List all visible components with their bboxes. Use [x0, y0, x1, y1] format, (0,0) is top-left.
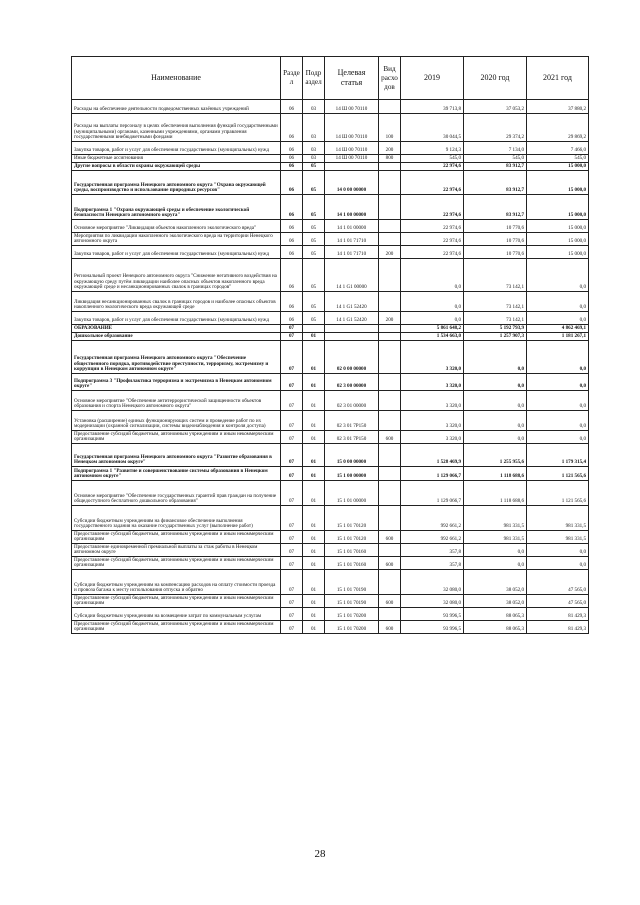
row-podrazdel: 01: [303, 481, 325, 506]
row-value-2021: 0,0: [527, 391, 589, 411]
row-expense-type: [379, 481, 401, 506]
row-target: 15 1 01 70120: [325, 531, 379, 544]
row-value-2020: 83 912,7: [464, 171, 527, 195]
row-podrazdel: 05: [303, 292, 325, 312]
table-row: [72, 233, 589, 246]
row-value-2020: 1 118 688,6: [464, 467, 527, 481]
row-name: Государственная программа Ненецкого автономного округа "Обеспечение общественного порядка, противодействие преступности, терроризму, экстремизму и коррупции в Ненецком автономном округе": [72, 341, 281, 374]
row-podrazdel: 01: [303, 341, 325, 374]
row-value-2019: 357,8: [401, 557, 464, 570]
row-value-2019: 93 996,5: [401, 621, 464, 634]
header-2021: 2021 год: [527, 57, 589, 100]
row-podrazdel: 05: [303, 171, 325, 195]
row-value-2020: 7 134,0: [464, 142, 527, 155]
row-podrazdel: 01: [303, 431, 325, 444]
row-value-2019: 32 080,0: [401, 595, 464, 608]
row-podrazdel: 03: [303, 155, 325, 163]
row-value-2019: 1 534 663,0: [401, 333, 464, 341]
row-value-2019: 3 320,0: [401, 411, 464, 431]
row-podrazdel: 01: [303, 411, 325, 431]
row-value-2019: 5 861 648,2: [401, 325, 464, 333]
row-value-2021: 81 429,3: [527, 621, 589, 634]
row-razdel: 06: [281, 233, 303, 246]
row-target: 14 Ш 00 70110: [325, 142, 379, 155]
row-razdel: 07: [281, 506, 303, 531]
row-podrazdel: 05: [303, 195, 325, 220]
row-name: Основное мероприятие "Обеспечение государственных гарантий прав граждан на получение общедоступного бесплатного дошкольного образования": [72, 481, 281, 506]
budget-table: [71, 56, 589, 634]
row-razdel: 07: [281, 411, 303, 431]
row-value-2019: 93 996,5: [401, 608, 464, 621]
row-name: Основное мероприятие "Ликвидация объектов накопленного экологического вреда": [72, 220, 281, 233]
row-value-2021: 47 565,0: [527, 570, 589, 595]
row-target: 14 1 01 00000: [325, 220, 379, 233]
row-value-2020: 38 052,0: [464, 595, 527, 608]
row-name: Субсидии бюджетным учреждениям на компенсацию расходов на оплату стоимости проезда и провоза багажа к месту использования отпуска и обратно: [72, 570, 281, 595]
row-value-2020: 88 065,3: [464, 621, 527, 634]
row-target: [325, 325, 379, 333]
row-target: 15 1 01 70200: [325, 621, 379, 634]
row-name: Установка (расширение) единых функционирующих систем и проведение работ по их модернизации (охранной сигнализации, системы видеонаблюдения и контроля доступа): [72, 411, 281, 431]
row-razdel: 06: [281, 312, 303, 325]
table-row: [72, 163, 589, 171]
row-name: Государственная программа Ненецкого автономного округа "Развитие образования в Ненецком автономном округе": [72, 444, 281, 467]
row-razdel: 06: [281, 246, 303, 259]
row-value-2020: 83 912,7: [464, 163, 527, 171]
row-razdel: 06: [281, 195, 303, 220]
row-expense-type: [379, 444, 401, 467]
table-row: [72, 531, 589, 544]
row-razdel: 06: [281, 259, 303, 292]
row-target: 14 1 G1 52420: [325, 312, 379, 325]
header-name: Наименование: [72, 57, 281, 100]
row-razdel: 06: [281, 171, 303, 195]
table-row: [72, 544, 589, 557]
row-value-2019: 1 129 066,7: [401, 467, 464, 481]
table-row: [72, 444, 589, 467]
row-target: 15 1 01 70160: [325, 557, 379, 570]
row-expense-type: [379, 544, 401, 557]
table-row: [72, 142, 589, 155]
row-value-2021: 1 121 565,6: [527, 467, 589, 481]
row-value-2021: 981 331,5: [527, 506, 589, 531]
row-razdel: 07: [281, 341, 303, 374]
table-row: [72, 341, 589, 374]
row-value-2021: 47 565,0: [527, 595, 589, 608]
row-value-2020: 5 192 793,9: [464, 325, 527, 333]
row-expense-type: 600: [379, 431, 401, 444]
row-expense-type: [379, 506, 401, 531]
row-target: 14 1 G1 00000: [325, 259, 379, 292]
row-value-2020: 0,0: [464, 391, 527, 411]
row-podrazdel: 03: [303, 114, 325, 142]
row-value-2019: 3 320,0: [401, 431, 464, 444]
row-name: Мероприятия по ликвидации накопленного экологического вреда на территории Ненецкого автономного округа: [72, 233, 281, 246]
row-podrazdel: 01: [303, 544, 325, 557]
row-expense-type: [379, 220, 401, 233]
row-razdel: 06: [281, 100, 303, 114]
row-razdel: 06: [281, 163, 303, 171]
row-value-2021: 545,0: [527, 155, 589, 163]
table-row: [72, 411, 589, 431]
row-target: 02 3 01 00000: [325, 391, 379, 411]
row-value-2021: 29 869,2: [527, 114, 589, 142]
row-target: 02 3 01 7Р150: [325, 431, 379, 444]
row-razdel: 07: [281, 570, 303, 595]
row-target: 14 Ш 00 70110: [325, 155, 379, 163]
row-podrazdel: 05: [303, 246, 325, 259]
row-value-2021: 0,0: [527, 431, 589, 444]
row-name: Предоставление субсидий бюджетным, автономным учреждениям и иным некоммерческим организациям: [72, 531, 281, 544]
row-podrazdel: 01: [303, 374, 325, 391]
row-target: [325, 333, 379, 341]
row-expense-type: [379, 570, 401, 595]
row-name: Предоставление субсидий бюджетным, автономным учреждениям и иным некоммерческим организациям: [72, 621, 281, 634]
table-row: [72, 391, 589, 411]
row-podrazdel: 05: [303, 259, 325, 292]
row-name: Подпрограмма 1 "Охрана окружающей среды и обеспечение экологической безопасности Ненецкого автономного округа": [72, 195, 281, 220]
row-value-2021: 0,0: [527, 259, 589, 292]
row-value-2021: 15 000,0: [527, 195, 589, 220]
row-value-2021: 0,0: [527, 374, 589, 391]
row-value-2020: 0,0: [464, 544, 527, 557]
row-expense-type: 600: [379, 595, 401, 608]
table-row: [72, 431, 589, 444]
row-expense-type: 800: [379, 155, 401, 163]
row-razdel: 07: [281, 391, 303, 411]
table-row: [72, 506, 589, 531]
row-target: 15 1 01 00000: [325, 481, 379, 506]
row-podrazdel: 05: [303, 233, 325, 246]
row-podrazdel: 05: [303, 163, 325, 171]
row-name: Закупка товаров, работ и услуг для обеспечения государственных (муниципальных) нужд: [72, 246, 281, 259]
row-name: Региональный проект Ненецкого автономного округа "Снижение негативного воздействия на окружающую среду путём ликвидации наиболее опасных объектов накопленного вреда окружающей среде и несанкционированных свалок в границах городов": [72, 259, 281, 292]
row-expense-type: [379, 233, 401, 246]
row-value-2020: 545,0: [464, 155, 527, 163]
row-podrazdel: 01: [303, 557, 325, 570]
row-name: Расходы на обеспечение деятельности подведомственных казённых учреждений: [72, 100, 281, 114]
row-name: Субсидии бюджетным учреждениям на возмещение затрат по коммунальным услугам: [72, 608, 281, 621]
row-value-2021: 0,0: [527, 557, 589, 570]
row-razdel: 07: [281, 531, 303, 544]
row-razdel: 07: [281, 325, 303, 333]
row-value-2020: 0,0: [464, 374, 527, 391]
table-row: [72, 312, 589, 325]
row-name: Предоставление единовременной премиальной выплаты за стаж работы в Ненецком автономном округе: [72, 544, 281, 557]
row-expense-type: [379, 163, 401, 171]
row-razdel: 07: [281, 333, 303, 341]
table-row: [72, 621, 589, 634]
row-podrazdel: 01: [303, 444, 325, 467]
row-value-2020: 0,0: [464, 557, 527, 570]
row-expense-type: 100: [379, 114, 401, 142]
row-value-2021: 7 466,0: [527, 142, 589, 155]
header-target: Целевая статья: [325, 57, 379, 100]
row-podrazdel: 01: [303, 467, 325, 481]
row-podrazdel: 01: [303, 595, 325, 608]
row-value-2021: 15 000,0: [527, 163, 589, 171]
row-podrazdel: 05: [303, 220, 325, 233]
row-value-2020: 38 052,0: [464, 570, 527, 595]
header-razdel: Разде л: [281, 57, 303, 100]
row-expense-type: 200: [379, 142, 401, 155]
row-razdel: 07: [281, 544, 303, 557]
table-row: [72, 595, 589, 608]
row-razdel: 06: [281, 114, 303, 142]
row-expense-type: [379, 374, 401, 391]
row-razdel: 07: [281, 481, 303, 506]
row-name: Основное мероприятие "Обеспечение антитеррористической защищенности объектов образования и спорта Ненецкого автономного округа": [72, 391, 281, 411]
row-value-2021: 981 331,5: [527, 531, 589, 544]
row-razdel: 07: [281, 467, 303, 481]
row-podrazdel: 01: [303, 391, 325, 411]
row-expense-type: 600: [379, 557, 401, 570]
row-target: 02 0 00 00000: [325, 341, 379, 374]
row-expense-type: [379, 391, 401, 411]
row-value-2021: 15 000,0: [527, 220, 589, 233]
row-value-2021: 0,0: [527, 411, 589, 431]
table-row: [72, 171, 589, 195]
row-value-2019: 992 661,2: [401, 531, 464, 544]
row-podrazdel: 01: [303, 333, 325, 341]
row-name: ОБРАЗОВАНИЕ: [72, 325, 281, 333]
row-razdel: 07: [281, 608, 303, 621]
row-value-2019: 22 974,6: [401, 171, 464, 195]
row-value-2019: 0,0: [401, 259, 464, 292]
table-row: [72, 246, 589, 259]
table-row: [72, 100, 589, 114]
row-value-2021: 81 429,3: [527, 608, 589, 621]
row-value-2020: 10 770,6: [464, 220, 527, 233]
row-expense-type: [379, 259, 401, 292]
row-value-2021: 1 121 565,6: [527, 481, 589, 506]
row-podrazdel: 01: [303, 531, 325, 544]
row-podrazdel: 01: [303, 608, 325, 621]
row-value-2019: 3 320,0: [401, 341, 464, 374]
row-podrazdel: [303, 325, 325, 333]
row-expense-type: [379, 467, 401, 481]
row-value-2020: 73 142,1: [464, 312, 527, 325]
table-row: [72, 195, 589, 220]
row-value-2019: 22 974,6: [401, 220, 464, 233]
row-podrazdel: 03: [303, 100, 325, 114]
row-target: 14 1 G1 52420: [325, 292, 379, 312]
row-target: 14 Ш 00 70110: [325, 114, 379, 142]
row-value-2020: 981 331,5: [464, 531, 527, 544]
row-name: Подпрограмма 3 "Профилактика терроризма и экстремизма в Ненецком автономном округе": [72, 374, 281, 391]
row-podrazdel: 01: [303, 506, 325, 531]
row-name: Субсидии бюджетным учреждениям на финансовое обеспечение выполнения государственного задания на оказание государственных услуг (выполнение работ): [72, 506, 281, 531]
row-podrazdel: 05: [303, 312, 325, 325]
row-value-2020: 0,0: [464, 341, 527, 374]
row-podrazdel: 01: [303, 570, 325, 595]
row-value-2021: 1 179 315,4: [527, 444, 589, 467]
row-value-2019: 3 320,0: [401, 391, 464, 411]
row-razdel: 07: [281, 431, 303, 444]
row-name: Другие вопросы в области охраны окружающей среды: [72, 163, 281, 171]
row-target: 15 1 00 00000: [325, 467, 379, 481]
row-value-2019: 22 974,6: [401, 233, 464, 246]
row-value-2020: 0,0: [464, 411, 527, 431]
row-razdel: 07: [281, 374, 303, 391]
table-row: [72, 220, 589, 233]
row-name: Дошкольное образование: [72, 333, 281, 341]
table-row: [72, 374, 589, 391]
row-value-2021: 15 000,0: [527, 246, 589, 259]
table-row: [72, 155, 589, 163]
row-value-2019: 3 320,0: [401, 374, 464, 391]
row-name: Закупка товаров, работ и услуг для обеспечения государственных (муниципальных) нужд: [72, 312, 281, 325]
row-expense-type: [379, 411, 401, 431]
row-target: 15 1 01 70200: [325, 608, 379, 621]
row-value-2020: 981 331,5: [464, 506, 527, 531]
table-row: [72, 481, 589, 506]
header-podrazdel: Подр аздел: [303, 57, 325, 100]
row-value-2020: 1 257 907,3: [464, 333, 527, 341]
row-value-2021: 15 000,0: [527, 233, 589, 246]
row-value-2020: 83 912,7: [464, 195, 527, 220]
table-row: [72, 325, 589, 333]
row-expense-type: [379, 341, 401, 374]
table-row: [72, 557, 589, 570]
row-value-2019: 30 044,5: [401, 114, 464, 142]
table-row: [72, 608, 589, 621]
row-razdel: 07: [281, 595, 303, 608]
row-value-2020: 10 770,6: [464, 233, 527, 246]
row-value-2019: 9 124,3: [401, 142, 464, 155]
row-expense-type: 200: [379, 312, 401, 325]
row-value-2019: 357,8: [401, 544, 464, 557]
row-expense-type: [379, 195, 401, 220]
row-expense-type: 600: [379, 531, 401, 544]
row-value-2020: 88 065,3: [464, 608, 527, 621]
table-row: [72, 333, 589, 341]
row-value-2019: 545,0: [401, 155, 464, 163]
row-expense-type: 200: [379, 246, 401, 259]
row-value-2021: 15 000,0: [527, 171, 589, 195]
row-name: Ликвидация несанкционированных свалок в границах городов и наиболее опасных объектов накопленного экологического вреда окружающей среде: [72, 292, 281, 312]
row-value-2019: 1 129 066,7: [401, 481, 464, 506]
row-name: Расходы на выплаты персоналу в целях обеспечения выполнения функций государственными (муниципальными) органами, казенными учреждениями, органами управления государственными внебюджетными фондами: [72, 114, 281, 142]
row-razdel: 06: [281, 220, 303, 233]
row-name: Предоставление субсидий бюджетным, автономным учреждениям и иным некоммерческим организациям: [72, 557, 281, 570]
header-2019: 2019: [401, 57, 464, 100]
row-value-2019: 32 080,0: [401, 570, 464, 595]
row-target: 14 1 01 71710: [325, 233, 379, 246]
row-value-2021: 0,0: [527, 341, 589, 374]
row-value-2019: 39 713,8: [401, 100, 464, 114]
table-row: [72, 467, 589, 481]
row-expense-type: [379, 333, 401, 341]
row-target: 02 3 00 00000: [325, 374, 379, 391]
row-target: 02 3 01 7Р150: [325, 411, 379, 431]
row-name: Государственная программа Ненецкого автономного округа "Охрана окружающей среды, воспроизводство и использование природных ресурсов": [72, 171, 281, 195]
row-value-2019: 992 661,2: [401, 506, 464, 531]
row-razdel: 07: [281, 557, 303, 570]
row-value-2021: 0,0: [527, 292, 589, 312]
row-value-2020: 37 053,2: [464, 100, 527, 114]
row-target: 14 0 00 00000: [325, 171, 379, 195]
row-value-2020: 29 374,2: [464, 114, 527, 142]
table-row: [72, 259, 589, 292]
table-row: [72, 570, 589, 595]
row-expense-type: [379, 325, 401, 333]
row-value-2021: 37 880,2: [527, 100, 589, 114]
row-value-2019: 22 974,6: [401, 246, 464, 259]
row-value-2021: 4 862 469,1: [527, 325, 589, 333]
row-razdel: 06: [281, 155, 303, 163]
row-expense-type: [379, 292, 401, 312]
row-name: Подпрограмма 1 "Развитие и совершенствование системы образования в Ненецком автономном округе": [72, 467, 281, 481]
row-razdel: 07: [281, 444, 303, 467]
row-value-2019: 1 528 469,9: [401, 444, 464, 467]
row-value-2020: 73 142,1: [464, 292, 527, 312]
row-value-2019: 22 974,6: [401, 195, 464, 220]
row-value-2020: 73 142,1: [464, 259, 527, 292]
row-target: 15 1 01 70190: [325, 595, 379, 608]
row-value-2019: 0,0: [401, 292, 464, 312]
row-target: 15 0 00 00000: [325, 444, 379, 467]
row-target: 15 1 01 70190: [325, 570, 379, 595]
page-number: 28: [314, 848, 326, 860]
row-expense-type: [379, 171, 401, 195]
row-podrazdel: 03: [303, 142, 325, 155]
header-2020: 2020 год: [464, 57, 527, 100]
row-name: Иные бюджетные ассигнования: [72, 155, 281, 163]
row-value-2020: 1 255 955,6: [464, 444, 527, 467]
row-value-2019: 22 974,6: [401, 163, 464, 171]
row-razdel: 06: [281, 292, 303, 312]
row-target: 14 Ш 00 70110: [325, 100, 379, 114]
row-expense-type: [379, 608, 401, 621]
row-name: Закупка товаров, работ и услуг для обеспечения государственных (муниципальных) нужд: [72, 142, 281, 155]
row-razdel: 06: [281, 142, 303, 155]
row-value-2021: 1 181 267,1: [527, 333, 589, 341]
row-target: [325, 163, 379, 171]
row-value-2020: 1 118 688,6: [464, 481, 527, 506]
table-header-row: [72, 57, 589, 100]
row-name: Предоставление субсидий бюджетным, автономным учреждениям и иным некоммерческим организациям: [72, 595, 281, 608]
table-row: [72, 114, 589, 142]
row-target: 14 1 01 71710: [325, 246, 379, 259]
row-value-2019: 0,0: [401, 312, 464, 325]
row-value-2021: 0,0: [527, 312, 589, 325]
header-expense-type: Вид расхо дов: [379, 57, 401, 100]
row-razdel: 07: [281, 621, 303, 634]
row-name: Предоставление субсидий бюджетным, автономным учреждениям и иным некоммерческим организациям: [72, 431, 281, 444]
row-target: 14 1 00 00000: [325, 195, 379, 220]
row-value-2021: 0,0: [527, 544, 589, 557]
row-value-2020: 0,0: [464, 431, 527, 444]
row-target: 15 1 01 70160: [325, 544, 379, 557]
table-body: [72, 100, 589, 634]
row-value-2020: 10 770,6: [464, 246, 527, 259]
row-expense-type: 600: [379, 621, 401, 634]
table-row: [72, 292, 589, 312]
row-podrazdel: 01: [303, 621, 325, 634]
row-target: 15 1 01 70120: [325, 506, 379, 531]
row-expense-type: [379, 100, 401, 114]
